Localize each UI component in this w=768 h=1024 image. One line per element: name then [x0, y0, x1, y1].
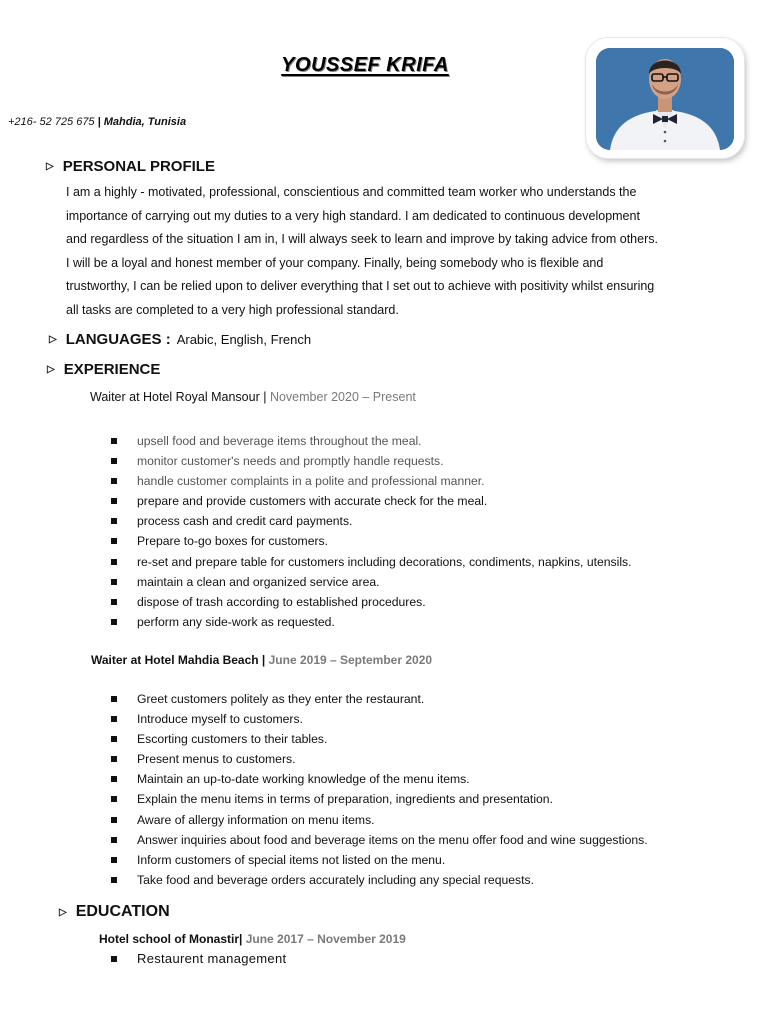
- job-title-line: [90, 390, 416, 404]
- list-item: Explain the menu items in terms of preparation, ingredients and presentation.: [109, 789, 648, 809]
- triangle-right-icon: ▷: [49, 334, 57, 345]
- job-separator: |: [258, 653, 269, 667]
- experience-heading: [47, 361, 160, 378]
- list-item: Introduce myself to customers.: [109, 709, 648, 729]
- list-item: perform any side-work as requested.: [109, 612, 632, 632]
- contact-separator: |: [97, 116, 101, 128]
- school-line: [99, 932, 406, 946]
- job-title-line: [91, 653, 432, 667]
- profile-line: trustworthy, I can be relied upon to deliver everything that I set out to achieve with positivity whilst ensuring: [66, 279, 655, 294]
- profile-photo-frame: [586, 38, 744, 158]
- job-title: Waiter at Hotel Mahdia Beach: [91, 653, 259, 667]
- list-item: prepare and provide customers with accurate check for the meal.: [109, 491, 632, 511]
- candidate-name: YOUSSEF KRIFA: [281, 54, 449, 76]
- location: Mahdia, Tunisia: [103, 116, 187, 128]
- list-item: Answer inquiries about food and beverage items on the menu offer food and wine suggestions.: [109, 830, 648, 850]
- languages-value: Arabic, English, French: [176, 332, 312, 347]
- personal-profile-heading: [46, 158, 215, 175]
- job-separator: |: [259, 390, 270, 404]
- profile-line: I will be a loyal and honest member of your company. Finally, being somebody who is flexible and: [66, 255, 604, 270]
- contact-line: [8, 116, 186, 128]
- profile-paragraph: [66, 181, 706, 323]
- languages-heading: [49, 331, 311, 348]
- languages-title: LANGUAGES :: [65, 331, 171, 348]
- phone-number: +216- 52 725 675: [8, 116, 95, 128]
- profile-line: I am a highly - motivated, professional, conscientious and committed team worker who understands the: [66, 185, 637, 199]
- list-item: Restaurent management: [109, 949, 286, 969]
- triangle-right-icon: ▷: [47, 364, 55, 375]
- job-duties-list: [109, 689, 648, 890]
- list-item: Prepare to-go boxes for customers.: [109, 531, 632, 551]
- school-name: Hotel school of Monastir: [99, 932, 240, 946]
- list-item: Aware of allergy information on menu items.: [109, 810, 648, 830]
- school-separator: |: [239, 932, 246, 946]
- job-title: Waiter at Hotel Royal Mansour: [90, 390, 260, 404]
- profile-line: and regardless of the situation I am in, I will always seek to learn and improve by taking advice from others.: [66, 232, 658, 247]
- list-item: process cash and credit card payments.: [109, 511, 632, 531]
- education-list: [109, 949, 286, 969]
- experience-title: EXPERIENCE: [63, 361, 161, 378]
- list-item: Maintain an up-to-date working knowledge of the menu items.: [109, 769, 648, 789]
- list-item: Present menus to customers.: [109, 749, 648, 769]
- list-item: Inform customers of special items not listed on the menu.: [109, 850, 648, 870]
- list-item: Escorting customers to their tables.: [109, 729, 648, 749]
- education-heading: [59, 903, 170, 921]
- list-item: Greet customers politely as they enter the restaurant.: [109, 689, 648, 709]
- profile-line: importance of carrying out my duties to a very high standard. I am dedicated to continuous development: [66, 208, 640, 223]
- person-portrait-icon: [596, 48, 734, 150]
- list-item: maintain a clean and organized service area.: [109, 572, 632, 592]
- profile-line: all tasks are completed to a very high professional standard.: [66, 302, 399, 317]
- education-title: EDUCATION: [75, 903, 170, 920]
- list-item: dispose of trash according to established procedures.: [109, 592, 632, 612]
- list-item: handle customer complaints in a polite and professional manner.: [109, 471, 632, 491]
- school-dates: June 2017 – November 2019: [245, 932, 406, 946]
- job-dates: November 2020 – Present: [269, 390, 416, 404]
- list-item: monitor customer's needs and promptly handle requests.: [109, 451, 632, 471]
- triangle-right-icon: ▷: [46, 161, 54, 172]
- triangle-right-icon: ▷: [59, 906, 67, 918]
- job-dates: June 2019 – September 2020: [268, 653, 433, 667]
- profile-photo: [596, 48, 734, 150]
- list-item: upsell food and beverage items throughout the meal.: [109, 431, 632, 451]
- list-item: Take food and beverage orders accurately including any special requests.: [109, 870, 648, 890]
- personal-profile-title: PERSONAL PROFILE: [62, 158, 215, 175]
- job-duties-list: [109, 431, 632, 632]
- list-item: re-set and prepare table for customers including decorations, condiments, napkins, utensils.: [109, 552, 632, 572]
